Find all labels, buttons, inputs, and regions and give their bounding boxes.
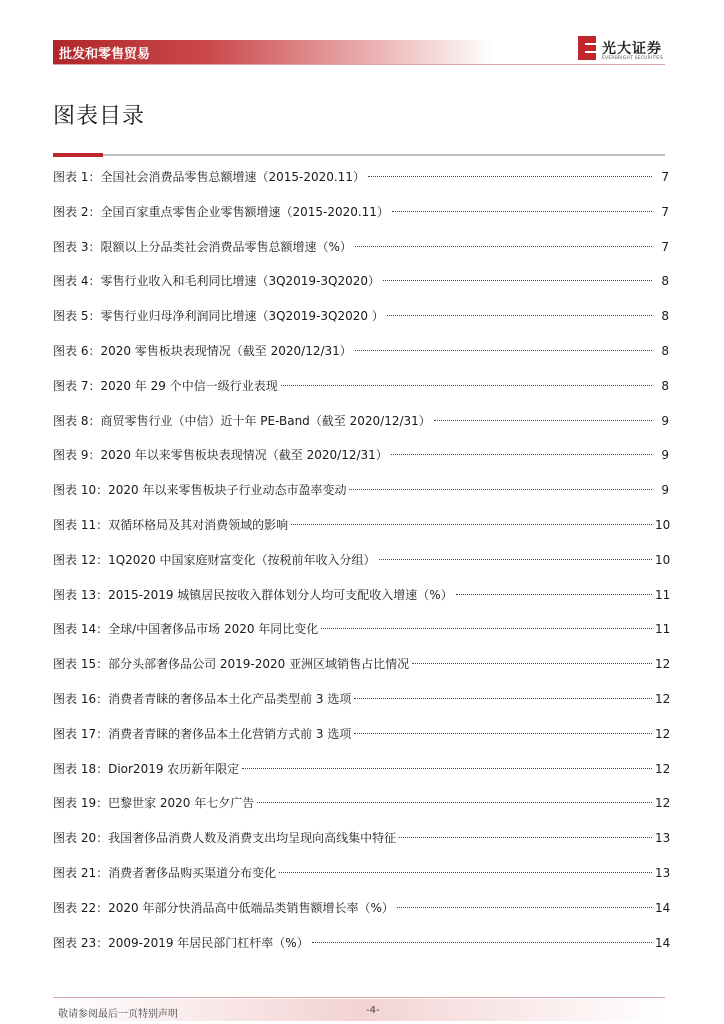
toc-leader-dots: [379, 558, 652, 560]
toc-entry-page: 14: [655, 900, 671, 915]
toc-entry-page: 12: [655, 796, 671, 811]
toc-entry-page: 8: [661, 378, 669, 393]
toc-entry[interactable]: [53, 264, 669, 299]
toc-entry-label: 图表 18：Dior2019 农历新年限定: [53, 761, 240, 776]
toc-entry[interactable]: [53, 369, 669, 404]
toc-entry-page: 11: [655, 587, 671, 602]
toc-entry[interactable]: [53, 334, 669, 369]
toc-entry[interactable]: [53, 821, 669, 856]
toc-entry-label: 图表 11：双循环格局及其对消费领域的影响: [53, 517, 289, 532]
toc-entry-label: 图表 21：消费者奢侈品购买渠道分布变化: [53, 865, 277, 880]
toc-leader-dots: [321, 627, 652, 629]
toc-entry-label: 图表 10：2020 年以来零售板块子行业动态市盈率变动: [53, 483, 347, 498]
toc-entry-label: 图表 8：商贸零售行业（中信）近十年 PE-Band（截至 2020/12/31）: [53, 413, 431, 428]
toc-entry[interactable]: [53, 717, 669, 752]
toc-entry[interactable]: [53, 856, 669, 891]
toc-entry-page: 8: [661, 309, 669, 324]
toc-entry-page: 7: [661, 204, 669, 219]
toc-leader-dots: [281, 384, 652, 386]
toc-entry[interactable]: [53, 195, 669, 230]
table-of-figures: [53, 160, 669, 960]
toc-leader-dots: [456, 593, 652, 595]
toc-leader-dots: [368, 175, 652, 177]
toc-entry-label: 图表 12：1Q2020 中国家庭财富变化（按税前年收入分组）: [53, 552, 376, 567]
toc-leader-dots: [383, 279, 652, 281]
toc-entry-page: 13: [655, 865, 671, 880]
toc-entry-label: 图表 6：2020 零售板块表现情况（截至 2020/12/31）: [53, 343, 352, 358]
toc-entry-page: 12: [655, 761, 671, 776]
toc-entry-label: 图表 22：2020 年部分快消品高中低端品类销售额增长率（%）: [53, 900, 394, 915]
toc-entry[interactable]: [53, 578, 669, 613]
toc-entry-page: 14: [655, 935, 671, 950]
page-number: -4-: [366, 1005, 380, 1016]
toc-entry-page: 10: [655, 517, 671, 532]
toc-entry-label: 图表 19：巴黎世家 2020 年七夕广告: [53, 796, 255, 811]
toc-entry-label: 图表 5：零售行业归母净利润同比增速（3Q2019-3Q2020 ）: [53, 309, 384, 324]
everbright-logo-icon: [578, 36, 596, 60]
toc-entry-page: 9: [661, 413, 669, 428]
toc-entry-page: 8: [661, 343, 669, 358]
toc-entry[interactable]: [53, 612, 669, 647]
toc-entry[interactable]: [53, 786, 669, 821]
title-divider: [53, 154, 665, 156]
footer-disclaimer: 敬请参阅最后一页特别声明: [58, 1009, 178, 1020]
toc-entry-page: 9: [661, 448, 669, 463]
toc-entry-label: 图表 4：零售行业收入和毛利同比增速（3Q2019-3Q2020）: [53, 274, 381, 289]
toc-entry-label: 图表 16：消费者青睐的奢侈品本土化产品类型前 3 选项: [53, 691, 352, 706]
toc-entry-label: 图表 3：限额以上分品类社会消费品零售总额增速（%）: [53, 239, 352, 254]
toc-entry-page: 7: [661, 170, 669, 184]
toc-leader-dots: [434, 419, 652, 421]
toc-entry-page: 9: [661, 483, 669, 498]
toc-entry[interactable]: [53, 404, 669, 439]
toc-leader-dots: [412, 662, 652, 664]
toc-entry-label: 图表 17：消费者青睐的奢侈品本土化营销方式前 3 选项: [53, 726, 352, 741]
company-logo: [578, 36, 678, 64]
toc-entry-page: 13: [655, 831, 671, 846]
toc-entry[interactable]: [53, 299, 669, 334]
toc-entry-page: 12: [655, 691, 671, 706]
toc-entry-page: 8: [661, 274, 669, 289]
toc-entry-label: 图表 20：我国奢侈品消费人数及消费支出均呈现向高线集中特征: [53, 831, 397, 846]
toc-entry-page: 7: [661, 239, 669, 254]
toc-leader-dots: [279, 871, 652, 873]
toc-leader-dots: [291, 523, 652, 525]
toc-entry[interactable]: [53, 473, 669, 508]
footer-divider: [53, 997, 665, 998]
toc-entry[interactable]: [53, 160, 669, 195]
toc-leader-dots: [349, 488, 652, 490]
toc-entry-label: 图表 9：2020 年以来零售板块表现情况（截至 2020/12/31）: [53, 448, 388, 463]
toc-entry-page: 10: [655, 552, 671, 567]
toc-entry-page: 12: [655, 726, 671, 741]
toc-entry-label: 图表 14：全球/中国奢侈品市场 2020 年同比变化: [53, 622, 319, 637]
toc-leader-dots: [397, 906, 652, 908]
toc-entry-label: 图表 1：全国社会消费品零售总额增速（2015-2020.11）: [53, 170, 365, 184]
toc-entry[interactable]: [53, 926, 669, 961]
toc-leader-dots: [355, 349, 652, 351]
toc-leader-dots: [242, 767, 652, 769]
toc-entry-page: 11: [655, 622, 671, 637]
toc-entry-label: 图表 13：2015-2019 城镇居民按收入群体划分人均可支配收入增速（%）: [53, 587, 453, 602]
toc-leader-dots: [257, 801, 652, 803]
page-title: 图表目录: [53, 104, 146, 129]
toc-entry[interactable]: [53, 230, 669, 265]
logo-english-name: EVERBRIGHT SECURITIES: [602, 56, 664, 61]
toc-entry[interactable]: [53, 682, 669, 717]
logo-chinese-name: 光大证券: [602, 41, 662, 57]
sector-label: 批发和零售贸易: [59, 47, 151, 62]
toc-entry[interactable]: [53, 438, 669, 473]
header-band: [53, 40, 493, 65]
toc-entry[interactable]: [53, 647, 669, 682]
header-divider: [53, 64, 665, 65]
toc-leader-dots: [392, 210, 652, 212]
toc-leader-dots: [387, 314, 652, 316]
toc-entry[interactable]: [53, 891, 669, 926]
toc-leader-dots: [354, 732, 652, 734]
toc-entry[interactable]: [53, 752, 669, 787]
toc-entry-label: 图表 7：2020 年 29 个中信一级行业表现: [53, 378, 278, 393]
toc-entry-label: 图表 2：全国百家重点零售企业零售额增速（2015-2020.11）: [53, 204, 389, 219]
toc-leader-dots: [399, 836, 652, 838]
toc-leader-dots: [354, 697, 652, 699]
title-divider-accent: [53, 153, 103, 157]
toc-entry[interactable]: [53, 543, 669, 578]
toc-entry-label: 图表 15：部分头部奢侈品公司 2019-2020 亚洲区域销售占比情况: [53, 657, 410, 672]
toc-entry-page: 12: [655, 657, 671, 672]
toc-entry[interactable]: [53, 508, 669, 543]
toc-leader-dots: [391, 453, 652, 455]
toc-leader-dots: [355, 245, 652, 247]
toc-entry-label: 图表 23：2009-2019 年居民部门杠杆率（%）: [53, 935, 309, 950]
toc-leader-dots: [312, 941, 652, 943]
